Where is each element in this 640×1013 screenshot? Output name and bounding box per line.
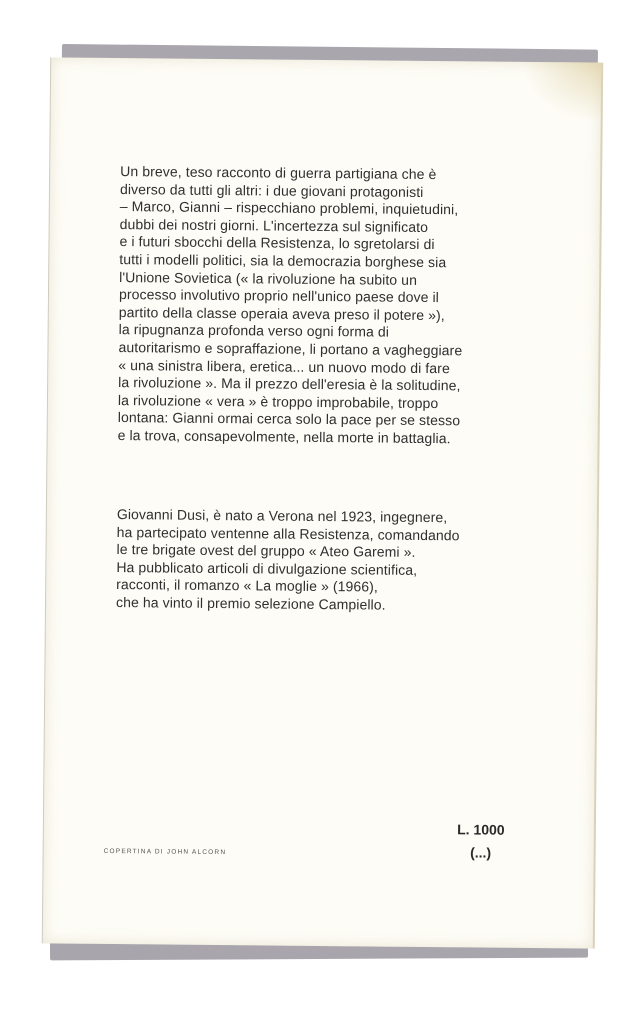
price-label: L. 1000 [457, 821, 505, 838]
blurb-line: e la trova, consapevolmente, nella morte in battaglia. [117, 426, 451, 447]
blurb-line: Un breve, teso racconto di guerra partigiana che è [120, 163, 437, 183]
bio-line: racconti, il romanzo « La moglie » (1966), [116, 576, 379, 595]
blurb-line: « una sinistra libera, eretica... un nuovo modo di fare [118, 356, 450, 376]
blurb-line: la rivoluzione « vera » è troppo improbabile, troppo [117, 391, 439, 411]
blurb-line: partito della classe operaia aveva preso il potere »), [118, 303, 445, 323]
blurb-line: la rivoluzione ». Ma il prezzo dell'eresia è la solitudine, [118, 374, 461, 394]
cover-credit: COPERTINA DI JOHN ALCORN [103, 847, 227, 857]
bio-line: ha partecipato ventenne alla Resistenza, comandando [116, 523, 460, 543]
author-bio-paragraph [116, 506, 572, 616]
book-back-cover [42, 57, 603, 948]
blurb-line: e i futuri sbocchi della Resistenza, lo sgretolarsi di [119, 233, 435, 253]
blurb-line: – Marco, Gianni – rispecchiano problemi, inquietudini, [119, 198, 459, 218]
blurb-line: autoritarismo e sopraffazione, li portano a vagheggiare [118, 338, 463, 359]
bio-line: Ha pubblicato articoli di divulgazione scientifica, [116, 558, 418, 578]
bio-line: che ha vinto il premio selezione Campiello. [115, 593, 386, 613]
blurb-line: l'Unione Sovietica (« la rivoluzione ha subito un [119, 268, 418, 288]
blurb-line: lontana: Gianni ormai cerca solo la pace per se stesso [117, 409, 461, 429]
blurb-line: la ripugnanza profonda verso ogni forma di [118, 321, 390, 340]
price-code: (...) [470, 844, 492, 861]
blurb-line: dubbi dei nostri giorni. L'incertezza sul significato [119, 215, 429, 235]
blurb-line: diverso da tutti gli altri: i due giovani protagonisti [119, 180, 424, 200]
bio-line: le tre brigate ovest del gruppo « Ateo Garemi ». [116, 541, 416, 561]
blurb-line: tutti i modelli politici, sia la democrazia borghese sia [119, 251, 447, 271]
blurb-line: processo involutivo proprio nell'unico paese dove il [118, 286, 440, 306]
blurb-paragraph [118, 163, 576, 449]
bio-line: Giovanni Dusi, è nato a Verona nel 1923, ingegnere, [116, 506, 448, 526]
